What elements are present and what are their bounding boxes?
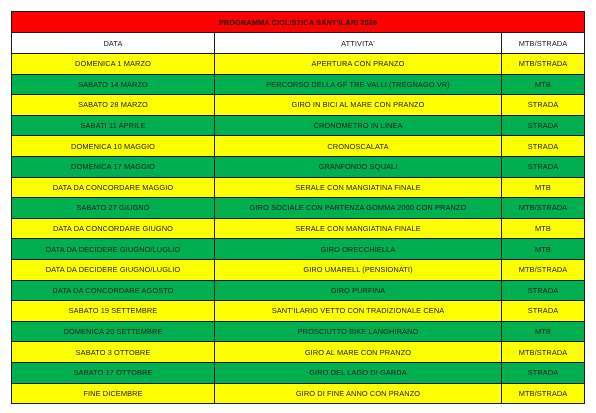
cell-date: DATA DA CONCORDARE GIUGNO xyxy=(12,218,215,239)
table-row xyxy=(12,259,585,280)
cell-type: MTB/STRADA xyxy=(502,383,585,404)
table-row xyxy=(12,136,585,157)
table-row xyxy=(12,280,585,301)
cell-date: DOMENICA 20 SETTEMBRE xyxy=(12,321,215,342)
cell-activity: GIRO PURFINA xyxy=(215,280,502,301)
cell-type: STRADA xyxy=(502,95,585,116)
cell-date: DATA DA CONCORDARE MAGGIO xyxy=(12,177,215,198)
cell-type: MTB xyxy=(502,218,585,239)
table-row xyxy=(12,54,585,75)
cell-date: DATA DA CONCORDARE AGOSTO xyxy=(12,280,215,301)
cell-activity: GRANFONDO SQUALI xyxy=(215,156,502,177)
table-row xyxy=(12,198,585,219)
cell-type: MTB xyxy=(502,177,585,198)
cell-type: STRADA xyxy=(502,280,585,301)
cell-type: MTB/STRADA xyxy=(502,198,585,219)
table-title: PROGRAMMA CICLISTICA SANT'ILARI 2026 xyxy=(12,12,585,33)
cell-date: SABATO 19 SETTEMBRE xyxy=(12,301,215,322)
cell-activity: GIRO AL MARE CON PRANZO xyxy=(215,342,502,363)
table-row xyxy=(12,362,585,383)
cell-activity: GIRO DI FINE ANNO CON PRANZO xyxy=(215,383,502,404)
cell-date: DATA DA DECIDERE GIUGNO/LUGLIO xyxy=(12,259,215,280)
title-row xyxy=(12,12,585,33)
cell-type: STRADA xyxy=(502,301,585,322)
cell-activity: CRONOMETRO IN LINEA xyxy=(215,115,502,136)
cell-activity: PROSCIUTTO BIKE LANGHIRANO xyxy=(215,321,502,342)
cell-date: SABATO 3 OTTOBRE xyxy=(12,342,215,363)
cell-date: SABATO 28 MARZO xyxy=(12,95,215,116)
cell-date: DOMENICA 1 MARZO xyxy=(12,54,215,75)
cell-date: DOMENICA 10 MAGGIO xyxy=(12,136,215,157)
cell-activity: SERALE CON MANGIATINA FINALE xyxy=(215,218,502,239)
cell-activity: GIRO IN BICI AL MARE CON PRANZO xyxy=(215,95,502,116)
cell-activity: GIRO ORECCHIELLA xyxy=(215,239,502,260)
table-row xyxy=(12,156,585,177)
cell-type: STRADA xyxy=(502,115,585,136)
schedule-table xyxy=(11,11,585,404)
cell-activity: SANT'ILARIO VETTO CON TRADIZIONALE CENA xyxy=(215,301,502,322)
cell-activity: APERTURA CON PRANZO xyxy=(215,54,502,75)
cell-date: DATA DA DECIDERE GIUGNO/LUGLIO xyxy=(12,239,215,260)
cell-activity: GIRO UMARELL (PENSIONATI) xyxy=(215,259,502,280)
cell-date: SABATO 27 GIUGNO xyxy=(12,198,215,219)
cell-type: MTB/STRADA xyxy=(502,54,585,75)
cell-date: FINE DICEMBRE xyxy=(12,383,215,404)
cell-type: MTB xyxy=(502,239,585,260)
schedule-sheet xyxy=(11,11,584,404)
cell-date: SABATO 14 MARZO xyxy=(12,74,215,95)
header-date: DATA xyxy=(12,33,215,54)
table-row xyxy=(12,301,585,322)
cell-type: MTB/STRADA xyxy=(502,342,585,363)
cell-activity: PERCORSO DELLA GF TRE VALLI (TREGNAGO VR) xyxy=(215,74,502,95)
cell-date: DOMENICA 17 MAGGIO xyxy=(12,156,215,177)
table-row xyxy=(12,95,585,116)
cell-type: MTB/STRADA xyxy=(502,259,585,280)
table-row xyxy=(12,342,585,363)
cell-type: STRADA xyxy=(502,136,585,157)
cell-type: MTB xyxy=(502,321,585,342)
cell-date: SABATI 11 APRILE xyxy=(12,115,215,136)
table-row xyxy=(12,218,585,239)
cell-activity: CRONOSCALATA xyxy=(215,136,502,157)
cell-activity: GIRO DEL LAGO DI GARDA xyxy=(215,362,502,383)
table-row xyxy=(12,177,585,198)
cell-type: STRADA xyxy=(502,362,585,383)
table-row xyxy=(12,321,585,342)
header-row xyxy=(12,33,585,54)
cell-date: SABATO 17 OTTOBRE xyxy=(12,362,215,383)
cell-activity: SERALE CON MANGIATINA FINALE xyxy=(215,177,502,198)
cell-type: STRADA xyxy=(502,156,585,177)
table-row xyxy=(12,74,585,95)
cell-type: MTB xyxy=(502,74,585,95)
cell-activity: GIRO SOCIALE CON PARTENZA GOMMA 2000 CON PRANZO xyxy=(215,198,502,219)
header-activity: ATTIVITA' xyxy=(215,33,502,54)
table-row xyxy=(12,239,585,260)
table-row xyxy=(12,383,585,404)
table-row xyxy=(12,115,585,136)
header-type: MTB/STRADA xyxy=(502,33,585,54)
